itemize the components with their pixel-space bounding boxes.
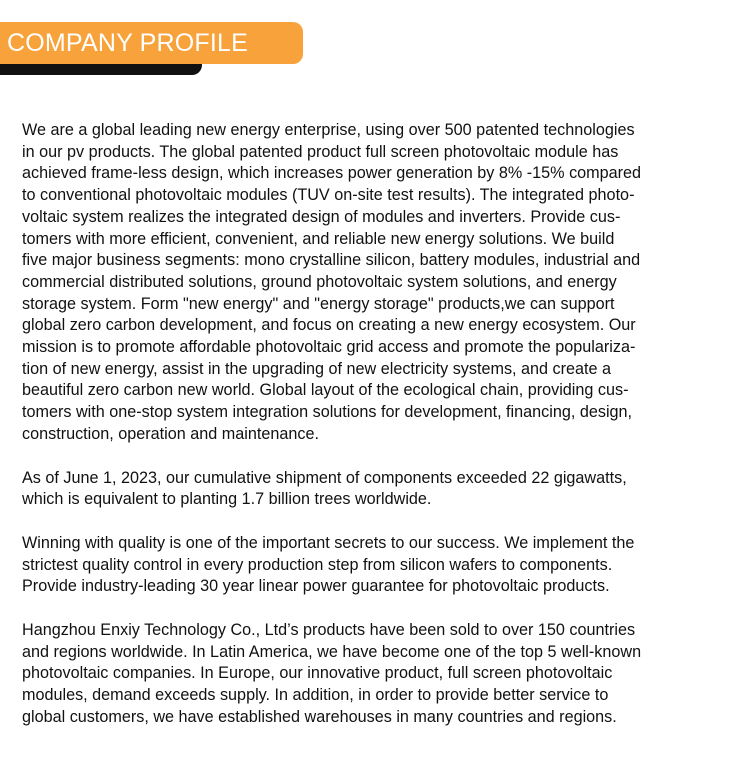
text-line: in our pv products. The global patented product full screen photovoltaic module has <box>22 142 619 161</box>
text-line: Provide industry-leading 30 year linear power guarantee for photovoltaic products. <box>22 577 610 596</box>
text-line: global customers, we have established warehouses in many countries and regions. <box>22 707 617 726</box>
text-line: voltaic system realizes the integrated design of modules and inverters. Provide cus- <box>22 207 621 226</box>
text-line: Hangzhou Enxiy Technology Co., Ltd’s products have been sold to over 150 countries <box>22 621 636 640</box>
text-line: five major business segments: mono crystalline silicon, battery modules, industrial and <box>22 251 641 270</box>
text-line: beautiful zero carbon new world. Global layout of the ecological chain, providing cus- <box>22 381 629 400</box>
paragraph-shipments <box>22 468 730 511</box>
text-line: strictest quality control in every production step from silicon wafers to components. <box>22 555 613 574</box>
text-line: modules, demand exceeds supply. In addition, in order to provide better service to <box>22 686 609 705</box>
text-line: which is equivalent to planting 1.7 billion trees worldwide. <box>22 490 432 509</box>
text-line: and regions worldwide. In Latin America, we have become one of the top 5 well-known <box>22 642 642 661</box>
text-line: mission is to promote affordable photovoltaic grid access and promote the populariza- <box>22 338 636 357</box>
text-line: As of June 1, 2023, our cumulative shipment of components exceeded 22 gigawatts, <box>22 468 627 487</box>
text-line: tion of new energy, assist in the upgrading of new electricity systems, and create a <box>22 359 612 378</box>
paragraph-markets <box>22 620 730 729</box>
text-line: global zero carbon development, and focus on creating a new energy ecosystem. Our <box>22 316 636 335</box>
text-line: storage system. Form "new energy" and "energy storage" products,we can support <box>22 294 615 313</box>
text-line: tomers with one-stop system integration solutions for development, financing, design, <box>22 403 633 422</box>
paragraph-overview <box>22 120 730 446</box>
text-line: commercial distributed solutions, ground photovoltaic system solutions, and energy <box>22 272 617 291</box>
page-title: COMPANY PROFILE <box>7 29 249 57</box>
profile-content <box>22 120 730 751</box>
text-line: Winning with quality is one of the important secrets to our success. We implement the <box>22 533 635 552</box>
text-line: tomers with more efficient, convenient, and reliable new energy solutions. We build <box>22 229 615 248</box>
text-line: photovoltaic companies. In Europe, our innovative product, full screen photovoltaic <box>22 664 613 683</box>
text-line: achieved frame-less design, which increases power generation by 8% -15% compared <box>22 164 642 183</box>
paragraph-quality <box>22 533 730 598</box>
text-line: We are a global leading new energy enterprise, using over 500 patented technologies <box>22 121 635 139</box>
text-line: to conventional photovoltaic modules (TUV on-site test results). The integrated photo- <box>22 186 635 205</box>
text-line: construction, operation and maintenance. <box>22 424 319 443</box>
